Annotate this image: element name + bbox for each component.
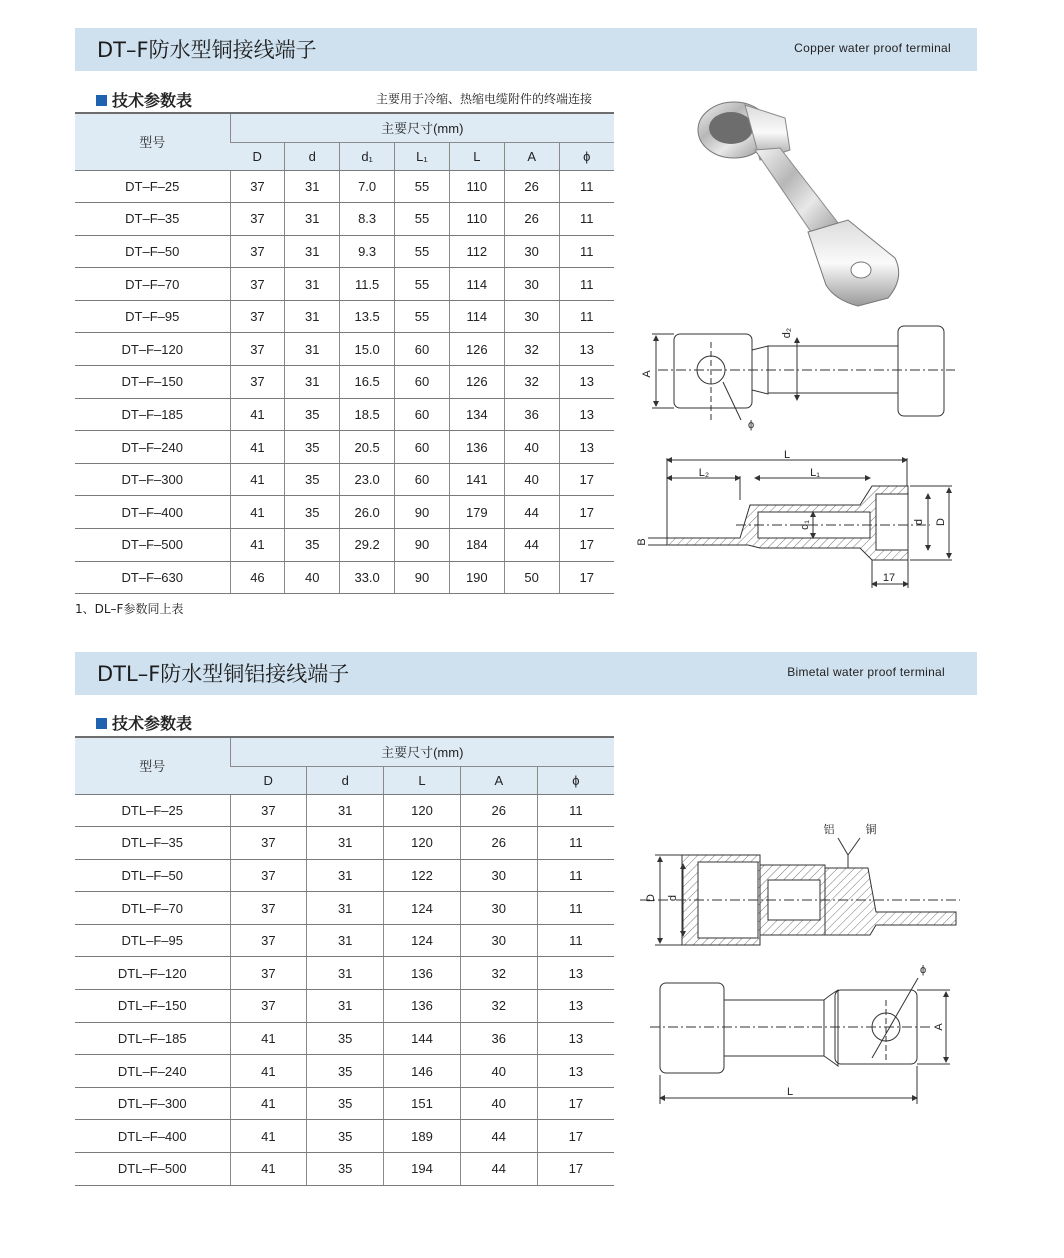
value-cell: 120 xyxy=(384,827,461,860)
value-cell: 37 xyxy=(230,924,307,957)
dim-label-d: d xyxy=(913,518,925,526)
column-header: A xyxy=(504,142,559,170)
model-cell: DTL–F–500 xyxy=(75,1153,230,1186)
section2-title-en: Bimetal water proof terminal xyxy=(787,665,945,679)
value-cell: 37 xyxy=(230,957,307,990)
value-cell: 60 xyxy=(395,398,450,431)
footnote: 1、DL–F参数同上表 xyxy=(75,602,184,616)
value-cell: 23.0 xyxy=(340,463,395,496)
value-cell: 190 xyxy=(449,561,504,594)
value-cell: 15.0 xyxy=(340,333,395,366)
value-cell: 41 xyxy=(230,1055,307,1088)
dtl-f-side-section xyxy=(640,838,960,945)
value-cell: 44 xyxy=(460,1120,537,1153)
value-cell: 26 xyxy=(460,794,537,827)
model-cell: DT–F–240 xyxy=(75,431,230,464)
usage-note: 主要用于冷缩、热缩电缆附件的终端连接 xyxy=(376,92,593,106)
value-cell: 40 xyxy=(460,1087,537,1120)
value-cell: 31 xyxy=(307,892,384,925)
value-cell: 44 xyxy=(504,529,559,562)
value-cell: 60 xyxy=(395,366,450,399)
value-cell: 41 xyxy=(230,463,285,496)
model-cell: DT–F–50 xyxy=(75,235,230,268)
value-cell: 26 xyxy=(504,203,559,236)
value-cell: 37 xyxy=(230,268,285,301)
column-header: L xyxy=(449,142,504,170)
dt-f-top-view xyxy=(652,326,955,420)
value-cell: 44 xyxy=(504,496,559,529)
model-cell: DTL–F–50 xyxy=(75,859,230,892)
value-cell: 36 xyxy=(460,1022,537,1055)
column-header: D xyxy=(230,142,285,170)
value-cell: 41 xyxy=(230,1153,307,1186)
value-cell: 41 xyxy=(230,1120,307,1153)
model-cell: DTL–F–95 xyxy=(75,924,230,957)
value-cell: 189 xyxy=(384,1120,461,1153)
model-cell: DTL–F–185 xyxy=(75,1022,230,1055)
value-cell: 13.5 xyxy=(340,300,395,333)
model-cell: DTL–F–25 xyxy=(75,794,230,827)
model-cell: DT–F–185 xyxy=(75,398,230,431)
value-cell: 31 xyxy=(307,924,384,957)
value-cell: 40 xyxy=(504,463,559,496)
dim-label-b: B xyxy=(636,538,648,546)
value-cell: 126 xyxy=(449,333,504,366)
value-cell: 134 xyxy=(449,398,504,431)
value-cell: 35 xyxy=(307,1087,384,1120)
value-cell: 41 xyxy=(230,431,285,464)
model-cell: DT–F–25 xyxy=(75,170,230,203)
model-cell: DTL–F–240 xyxy=(75,1055,230,1088)
value-cell: 30 xyxy=(460,924,537,957)
value-cell: 41 xyxy=(230,1022,307,1055)
value-cell: 36 xyxy=(504,398,559,431)
dim2-label-phi: ϕ xyxy=(920,964,927,976)
value-cell: 32 xyxy=(504,333,559,366)
model-cell: DT–F–150 xyxy=(75,366,230,399)
column-header: A xyxy=(460,766,537,794)
model-cell: DTL–F–35 xyxy=(75,827,230,860)
value-cell: 31 xyxy=(307,957,384,990)
model-cell: DT–F–95 xyxy=(75,300,230,333)
value-cell: 11 xyxy=(537,892,614,925)
value-cell: 35 xyxy=(285,496,340,529)
value-cell: 17 xyxy=(559,561,614,594)
value-cell: 26 xyxy=(460,827,537,860)
column-header: d₁ xyxy=(340,142,395,170)
value-cell: 37 xyxy=(230,892,307,925)
value-cell: 31 xyxy=(285,366,340,399)
value-cell: 11 xyxy=(559,300,614,333)
value-cell: 35 xyxy=(285,463,340,496)
column-header: d xyxy=(307,766,384,794)
value-cell: 17 xyxy=(559,529,614,562)
dtl-f-top-view xyxy=(650,978,950,1104)
value-cell: 30 xyxy=(504,235,559,268)
value-cell: 13 xyxy=(537,1022,614,1055)
value-cell: 13 xyxy=(559,333,614,366)
value-cell: 37 xyxy=(230,300,285,333)
value-cell: 90 xyxy=(395,529,450,562)
value-cell: 17 xyxy=(537,1087,614,1120)
value-cell: 141 xyxy=(449,463,504,496)
value-cell: 13 xyxy=(559,431,614,464)
value-cell: 31 xyxy=(285,203,340,236)
value-cell: 40 xyxy=(460,1055,537,1088)
value-cell: 35 xyxy=(285,529,340,562)
value-cell: 37 xyxy=(230,333,285,366)
column-header: ϕ xyxy=(537,766,614,794)
value-cell: 90 xyxy=(395,496,450,529)
value-cell: 37 xyxy=(230,827,307,860)
value-cell: 30 xyxy=(504,300,559,333)
value-cell: 33.0 xyxy=(340,561,395,594)
value-cell: 16.5 xyxy=(340,366,395,399)
value-cell: 31 xyxy=(285,300,340,333)
dim2-label-big-d: D xyxy=(645,894,657,902)
value-cell: 18.5 xyxy=(340,398,395,431)
value-cell: 136 xyxy=(449,431,504,464)
value-cell: 7.0 xyxy=(340,170,395,203)
model-cell: DTL–F–120 xyxy=(75,957,230,990)
value-cell: 17 xyxy=(537,1120,614,1153)
value-cell: 31 xyxy=(285,333,340,366)
value-cell: 11 xyxy=(537,827,614,860)
value-cell: 124 xyxy=(384,892,461,925)
value-cell: 37 xyxy=(230,794,307,827)
value-cell: 37 xyxy=(230,203,285,236)
value-cell: 13 xyxy=(537,957,614,990)
dim2-label-d: d xyxy=(667,894,679,902)
model-cell: DT–F–400 xyxy=(75,496,230,529)
value-cell: 60 xyxy=(395,431,450,464)
value-cell: 55 xyxy=(395,268,450,301)
value-cell: 184 xyxy=(449,529,504,562)
value-cell: 114 xyxy=(449,300,504,333)
value-cell: 41 xyxy=(230,1087,307,1120)
value-cell: 44 xyxy=(460,1153,537,1186)
value-cell: 11 xyxy=(559,235,614,268)
value-cell: 11 xyxy=(559,203,614,236)
value-cell: 30 xyxy=(460,859,537,892)
value-cell: 8.3 xyxy=(340,203,395,236)
value-cell: 41 xyxy=(230,496,285,529)
value-cell: 41 xyxy=(230,529,285,562)
value-cell: 11 xyxy=(559,170,614,203)
value-cell: 35 xyxy=(285,398,340,431)
value-cell: 30 xyxy=(504,268,559,301)
value-cell: 124 xyxy=(384,924,461,957)
value-cell: 9.3 xyxy=(340,235,395,268)
model-cell: DT–F–70 xyxy=(75,268,230,301)
value-cell: 32 xyxy=(504,366,559,399)
value-cell: 31 xyxy=(307,827,384,860)
value-cell: 136 xyxy=(384,990,461,1023)
value-cell: 11 xyxy=(537,924,614,957)
value-cell: 26.0 xyxy=(340,496,395,529)
value-cell: 55 xyxy=(395,235,450,268)
value-cell: 31 xyxy=(285,170,340,203)
value-cell: 110 xyxy=(449,203,504,236)
dimensions-header: 主要尺寸(mm) xyxy=(230,737,614,766)
value-cell: 31 xyxy=(307,990,384,1023)
model-header: 型号 xyxy=(75,113,230,170)
value-cell: 20.5 xyxy=(340,431,395,464)
value-cell: 46 xyxy=(230,561,285,594)
value-cell: 136 xyxy=(384,957,461,990)
value-cell: 37 xyxy=(230,235,285,268)
dim-label-d2: d₂ xyxy=(781,327,793,339)
value-cell: 35 xyxy=(307,1022,384,1055)
value-cell: 11 xyxy=(537,859,614,892)
value-cell: 55 xyxy=(395,203,450,236)
value-cell: 122 xyxy=(384,859,461,892)
value-cell: 151 xyxy=(384,1087,461,1120)
model-cell: DTL–F–300 xyxy=(75,1087,230,1120)
value-cell: 13 xyxy=(559,398,614,431)
value-cell: 114 xyxy=(449,268,504,301)
value-cell: 35 xyxy=(307,1120,384,1153)
dim-label-d1: d₁ xyxy=(799,520,811,530)
label-aluminum: 铝 xyxy=(823,824,835,836)
value-cell: 144 xyxy=(384,1022,461,1055)
value-cell: 17 xyxy=(537,1153,614,1186)
dim-label-l: L xyxy=(783,449,791,461)
value-cell: 35 xyxy=(285,431,340,464)
value-cell: 11.5 xyxy=(340,268,395,301)
value-cell: 194 xyxy=(384,1153,461,1186)
column-header: L₁ xyxy=(395,142,450,170)
model-cell: DT–F–630 xyxy=(75,561,230,594)
value-cell: 60 xyxy=(395,463,450,496)
value-cell: 112 xyxy=(449,235,504,268)
value-cell: 50 xyxy=(504,561,559,594)
dim-label-big-d: D xyxy=(935,518,947,526)
dim-label-l1: L₁ xyxy=(810,467,820,479)
value-cell: 35 xyxy=(307,1055,384,1088)
value-cell: 13 xyxy=(537,990,614,1023)
section1-subtitle-text: 技术参数表 xyxy=(112,91,193,110)
value-cell: 90 xyxy=(395,561,450,594)
dim-label-a: A xyxy=(641,370,653,378)
dim-label-l2: L₂ xyxy=(698,467,710,479)
value-cell: 32 xyxy=(460,990,537,1023)
column-header: L xyxy=(384,766,461,794)
value-cell: 35 xyxy=(307,1153,384,1186)
model-cell: DTL–F–150 xyxy=(75,990,230,1023)
dim-label-17: 17 xyxy=(882,572,896,584)
value-cell: 40 xyxy=(504,431,559,464)
value-cell: 37 xyxy=(230,366,285,399)
value-cell: 11 xyxy=(559,268,614,301)
value-cell: 29.2 xyxy=(340,529,395,562)
model-cell: DT–F–35 xyxy=(75,203,230,236)
value-cell: 17 xyxy=(559,496,614,529)
value-cell: 31 xyxy=(285,235,340,268)
value-cell: 26 xyxy=(504,170,559,203)
column-header: ϕ xyxy=(559,142,614,170)
terminal-photo xyxy=(698,102,899,306)
value-cell: 40 xyxy=(285,561,340,594)
section1-title-en: Copper water proof terminal xyxy=(794,41,951,55)
value-cell: 55 xyxy=(395,300,450,333)
value-cell: 41 xyxy=(230,398,285,431)
section1-title: DT–F防水型铜接线端子 xyxy=(97,38,317,62)
value-cell: 55 xyxy=(395,170,450,203)
value-cell: 60 xyxy=(395,333,450,366)
dim2-label-a: A xyxy=(933,1023,945,1031)
value-cell: 31 xyxy=(285,268,340,301)
model-header: 型号 xyxy=(75,737,230,794)
label-copper: 铜 xyxy=(865,824,877,836)
value-cell: 30 xyxy=(460,892,537,925)
value-cell: 31 xyxy=(307,859,384,892)
dim2-label-l: L xyxy=(786,1086,794,1098)
column-header: d xyxy=(285,142,340,170)
value-cell: 126 xyxy=(449,366,504,399)
value-cell: 17 xyxy=(559,463,614,496)
model-cell: DTL–F–400 xyxy=(75,1120,230,1153)
value-cell: 11 xyxy=(537,794,614,827)
model-cell: DTL–F–70 xyxy=(75,892,230,925)
value-cell: 120 xyxy=(384,794,461,827)
value-cell: 13 xyxy=(559,366,614,399)
section2-title: DTL–F防水型铜铝接线端子 xyxy=(97,662,350,686)
dimensions-header: 主要尺寸(mm) xyxy=(230,113,614,142)
dim-label-phi: ϕ xyxy=(748,419,755,431)
value-cell: 37 xyxy=(230,170,285,203)
value-cell: 37 xyxy=(230,859,307,892)
model-cell: DT–F–120 xyxy=(75,333,230,366)
model-cell: DT–F–500 xyxy=(75,529,230,562)
value-cell: 32 xyxy=(460,957,537,990)
value-cell: 110 xyxy=(449,170,504,203)
section2-subtitle-text: 技术参数表 xyxy=(112,714,193,733)
value-cell: 31 xyxy=(307,794,384,827)
value-cell: 13 xyxy=(537,1055,614,1088)
model-cell: DT–F–300 xyxy=(75,463,230,496)
value-cell: 179 xyxy=(449,496,504,529)
value-cell: 37 xyxy=(230,990,307,1023)
value-cell: 146 xyxy=(384,1055,461,1088)
column-header: D xyxy=(230,766,307,794)
